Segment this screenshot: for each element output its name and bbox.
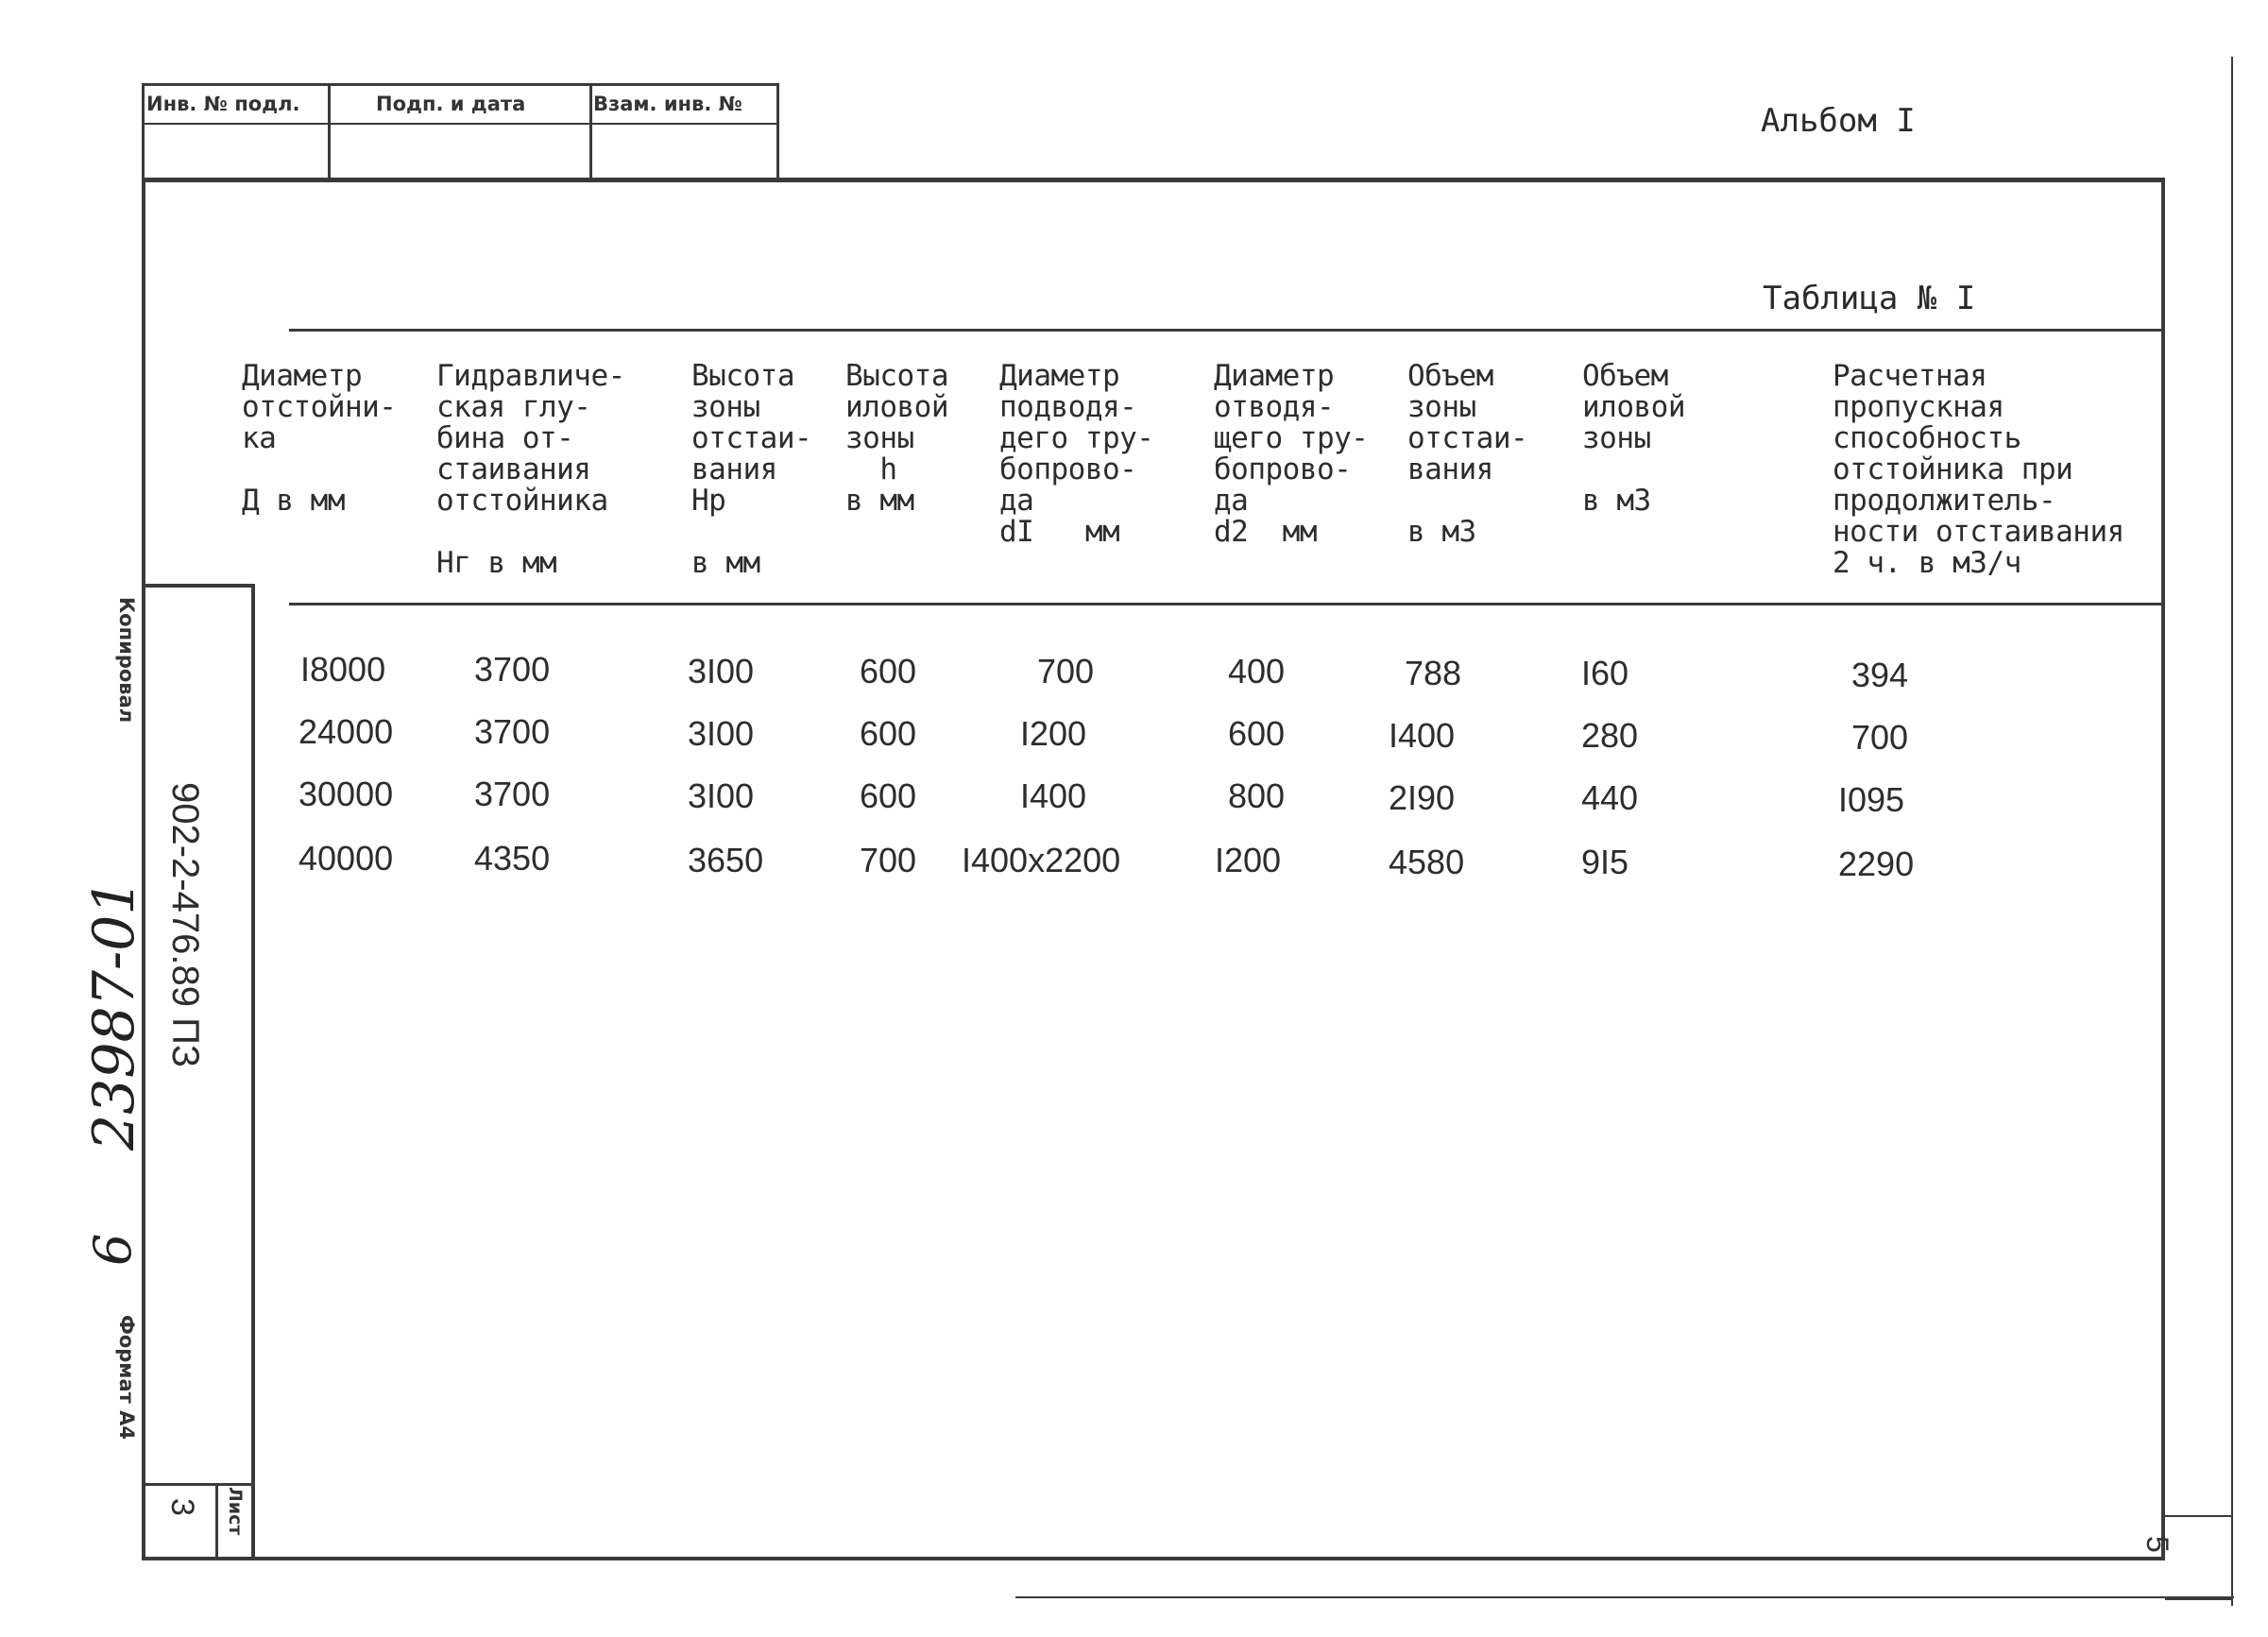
table-cell: 600	[860, 652, 917, 691]
right-margin-line	[2231, 57, 2233, 1606]
table-cell: 788	[1405, 654, 1462, 692]
bottom-trim-line	[1015, 1596, 2234, 1598]
column-header: Объем зоны отстаи- вания в м3	[1407, 359, 1528, 549]
table-cell: 40000	[298, 839, 394, 878]
table-cell: I400x2200	[962, 841, 1121, 879]
column-header: Гидравличе- ская глу- бина от- стаивания отстойника Нг в мм	[436, 359, 625, 580]
archive-number: 23987-01	[81, 878, 147, 1151]
table-cell: 4580	[1389, 843, 1465, 881]
table-cell: I200	[1215, 841, 1282, 879]
album-label: Альбом I	[1761, 102, 1916, 140]
table-cell: 24000	[298, 712, 394, 751]
table-cell: 800	[1228, 776, 1286, 815]
inv-no-label: Инв. № подл.	[146, 93, 300, 115]
table-cell: 394	[1851, 656, 1909, 694]
table-cell: 3700	[474, 650, 551, 689]
sheet-label: Лист	[225, 1487, 246, 1536]
table-cell: I200	[1020, 714, 1087, 753]
table-cell: 700	[1037, 652, 1095, 691]
table-cell: 3I00	[688, 714, 755, 753]
table-cell: 2290	[1838, 844, 1915, 883]
table-cell: 3700	[474, 775, 551, 813]
column-header: Диаметр подводя- дего тру- бопрово- да dI мм	[999, 359, 1154, 549]
copied-label: Копировал	[115, 597, 138, 724]
table-title: Таблица № I	[1763, 280, 1976, 317]
table-cell: I095	[1838, 780, 1905, 819]
sheet-number: 3	[164, 1498, 200, 1516]
column-header: Объем иловой зоны в м3	[1582, 359, 1685, 518]
page-number: 5	[2140, 1536, 2174, 1553]
table-cell: 4350	[474, 839, 551, 878]
format-label: Формат А4	[115, 1315, 138, 1440]
table-cell: 280	[1581, 716, 1639, 755]
column-header: Высота иловой зоны h в мм	[845, 359, 948, 518]
table-cell: 3700	[474, 712, 551, 751]
table-cell: 400	[1228, 652, 1286, 691]
table-cell: 3I00	[688, 652, 755, 691]
column-header: Диаметр отстойни- ка Д в мм	[242, 359, 397, 518]
replace-inv-label: Взам. инв. №	[593, 93, 742, 115]
header-bottom-rule	[289, 603, 2163, 605]
column-header: Расчетная пропускная способность отстойника при продолжитель- ности отстаивания 2 ч. в м3/ч	[1833, 359, 2124, 580]
table-cell: 2I90	[1389, 778, 1456, 817]
table-cell: 30000	[298, 775, 394, 813]
table-cell: 600	[860, 776, 917, 815]
handwritten-sheet-number: 6	[83, 1233, 143, 1266]
table-cell: 700	[1851, 718, 1909, 757]
doc-code: 902-2-476.89 ПЗ	[164, 782, 206, 1067]
table-cell: 600	[1228, 714, 1286, 753]
table-cell: 3650	[688, 841, 764, 879]
header-top-rule	[289, 329, 2163, 332]
sign-date-label: Подп. и дата	[376, 93, 526, 115]
page-box-top	[2165, 1515, 2233, 1517]
table-cell: I400	[1020, 776, 1087, 815]
table-cell: 600	[860, 714, 917, 753]
page-box-bottom	[2165, 1598, 2233, 1600]
table-cell: 440	[1581, 778, 1639, 817]
column-header: Высота зоны отстаи- вания Нр в мм	[691, 359, 812, 580]
table-cell: 9I5	[1581, 843, 1629, 881]
table-cell: I60	[1581, 654, 1629, 692]
table-cell: I400	[1389, 716, 1456, 755]
table-cell: 700	[860, 841, 917, 879]
table-cell: I8000	[300, 650, 386, 689]
column-header: Диаметр отводя- щего тру- бопрово- да d2 мм	[1214, 359, 1369, 549]
table-cell: 3I00	[688, 776, 755, 815]
